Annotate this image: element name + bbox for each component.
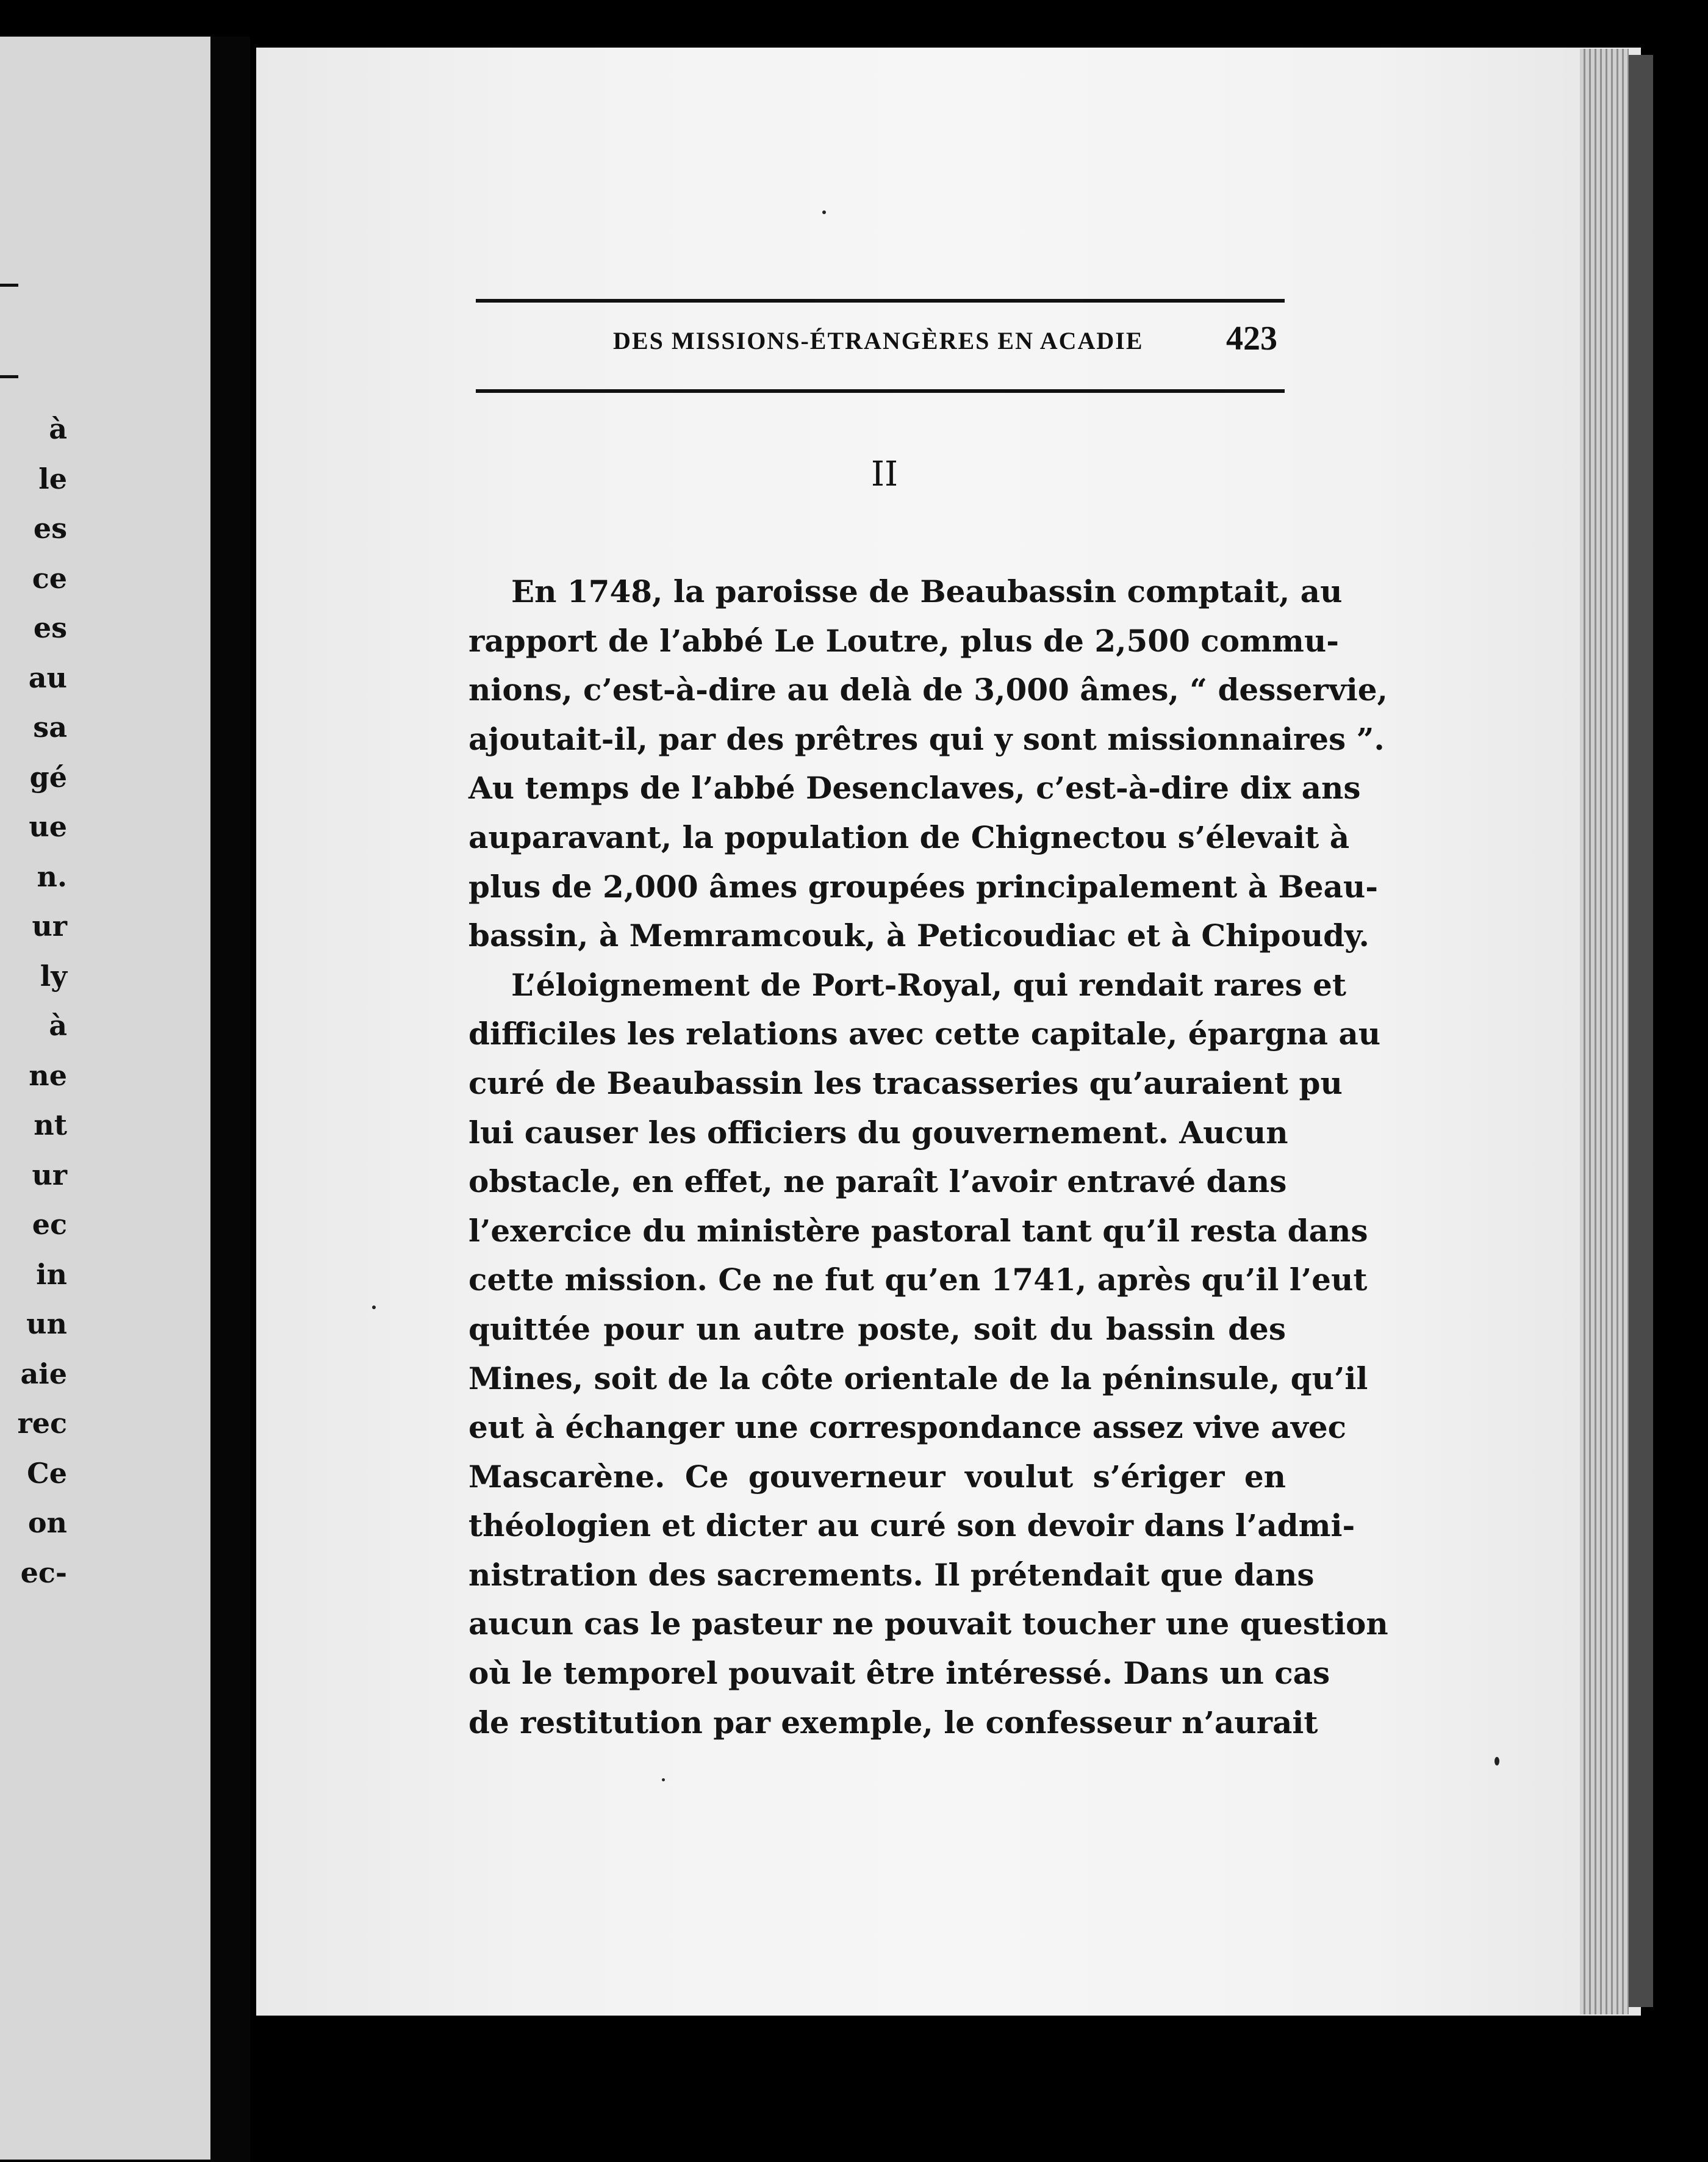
scan-speck [822,210,826,214]
left-page-fragment: on [27,1506,67,1539]
left-page-fragment: Ce [27,1456,67,1490]
left-page-fragment: nt [34,1108,67,1141]
left-page-fragment: gé [29,760,67,794]
body-line: aucun cas le pasteur ne pouvait toucher une question [468,1606,1388,1642]
left-page-fragment: ec [32,1208,67,1241]
scan-speck [372,1305,376,1309]
scan-speck [1494,1757,1499,1765]
left-page-fragment: es [33,611,67,644]
left-page-fragment: le [38,462,67,495]
body-line: théologien et dicter au curé son devoir dans l’admi- [468,1507,1355,1544]
scan-speck [662,1778,665,1781]
body-line: obstacle, en effet, ne paraît l’avoir entravé dans [468,1163,1287,1200]
left-page-fragment: ue [29,810,67,843]
body-line: rapport de l’abbé Le Loutre, plus de 2,500 commu- [468,622,1340,659]
left-page-fragment: ur [32,910,67,943]
left-page-fragment: à [49,1009,67,1042]
body-line: difficiles les relations avec cette capitale, épargna au [468,1016,1381,1052]
body-line: L’éloignement de Port-Royal, qui rendait rares et [511,966,1346,1003]
page-stack-edge [1580,49,1629,2014]
body-line: quittée pour un autre poste, soit du bassin des [468,1310,1286,1347]
left-page-fragment: à [49,412,67,445]
body-line: nions, c’est-à-dire au delà de 3,000 âmes, “ desservie, [468,672,1388,708]
header-bottom-rule [476,389,1285,393]
body-line: curé de Beaubassin les tracasseries qu’auraient pu [468,1065,1343,1101]
body-line: bassin, à Memramcouk, à Peticoudiac et à Chipoudy. [468,918,1369,954]
body-text [468,567,1388,1747]
body-line: ajoutait-il, par des prêtres qui y sont missionnaires ”. [468,720,1385,757]
left-page [0,37,213,2160]
left-page-fragment: ce [32,561,67,595]
body-line: Mascarène. Ce gouverneur voulut s’ériger en [468,1458,1286,1495]
body-line: eut à échanger une correspondance assez vive avec [468,1409,1347,1446]
book-binding [210,37,250,2162]
page-number: 423 [1226,320,1277,357]
left-page-fragment: n. [37,860,67,893]
left-page-rule [0,284,18,287]
left-page-fragment: aie [20,1357,67,1390]
left-page-rule [0,375,18,378]
left-page-fragment: ur [32,1158,67,1191]
header-top-rule [476,299,1285,303]
body-line: Au temps de l’abbé Desenclaves, c’est-à-dire dix ans [468,770,1361,806]
left-page-fragment: rec [17,1407,67,1440]
body-line: de restitution par exemple, le confesseur n’aurait [468,1704,1318,1740]
left-page-fragment: ec- [20,1556,67,1589]
left-page-fragment: un [26,1307,67,1340]
body-line: En 1748, la paroisse de Beaubassin comptait, au [511,573,1343,609]
body-line: lui causer les officiers du gouvernement. Aucun [468,1114,1288,1151]
page-stack-shadow [1629,55,1653,2007]
running-head: DES MISSIONS-ÉTRANGÈRES EN ACADIE [613,327,1144,354]
body-line: cette mission. Ce ne fut qu’en 1741, après qu’il l’eut [468,1262,1368,1298]
body-line: plus de 2,000 âmes groupées principalement à Beau- [468,868,1379,905]
body-line: l’exercice du ministère pastoral tant qu’il resta dans [468,1212,1368,1249]
body-line: Mines, soit de la côte orientale de la péninsule, qu’il [468,1360,1368,1396]
left-page-fragment: ly [40,959,67,993]
body-line: où le temporel pouvait être intéressé. Dans un cas [468,1655,1330,1692]
body-line: nistration des sacrements. Il prétendait que dans [468,1556,1315,1593]
left-page-fragment: sa [33,711,67,744]
section-heading: II [870,454,899,494]
left-page-fragment: ne [29,1058,67,1092]
left-page-fragment: in [36,1257,67,1291]
left-page-fragment: au [28,661,67,694]
body-line: auparavant, la population de Chignectou s’élevait à [468,819,1350,855]
left-page-fragment: es [33,512,67,545]
